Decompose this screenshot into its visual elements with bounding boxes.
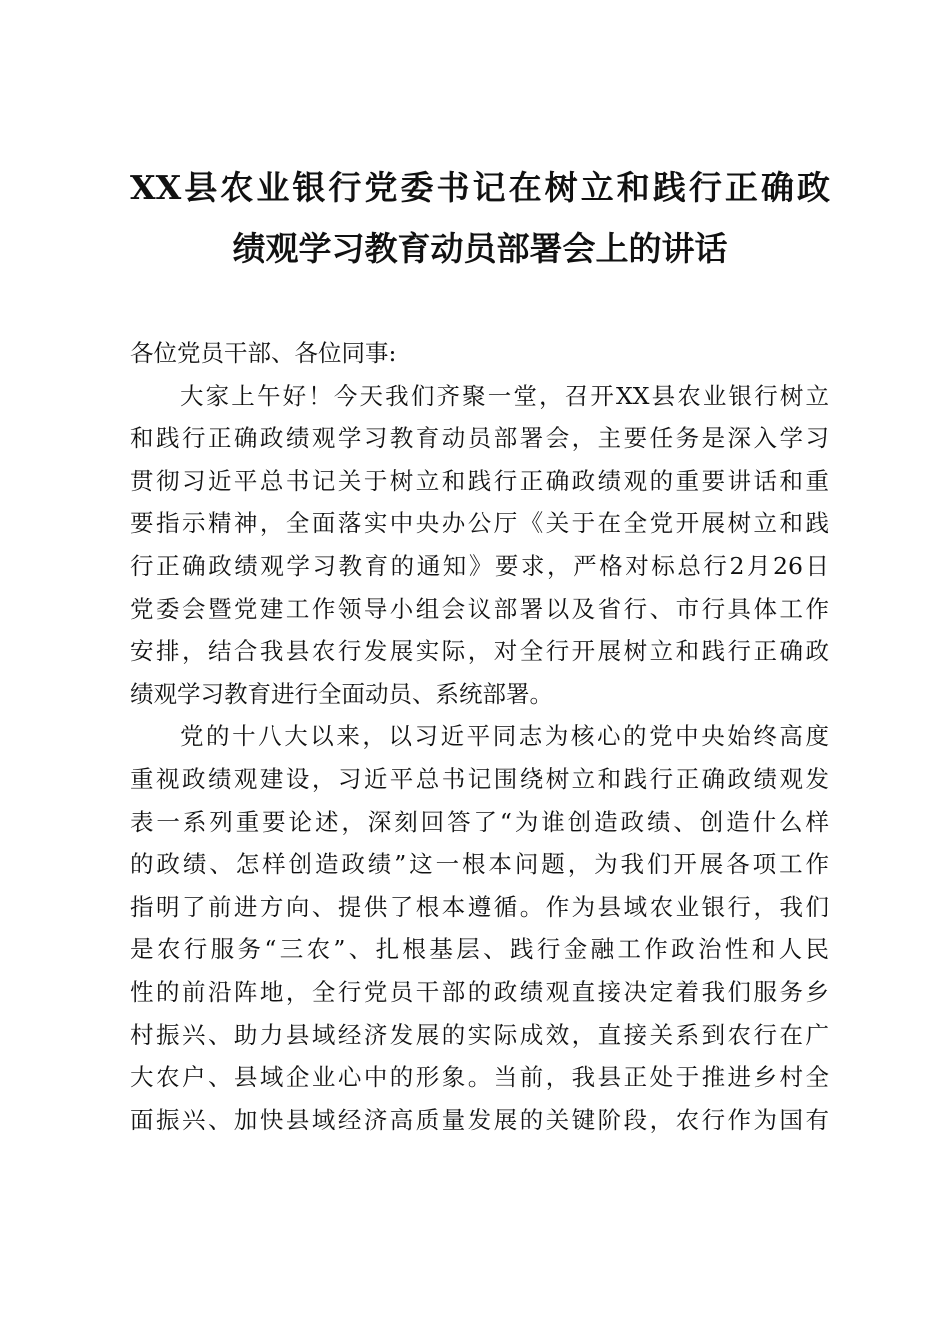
text-line: 大农户、县域企业心中的形象。当前，我县正处于推进乡村全 — [130, 1063, 829, 1092]
text-line: 党的十八大以来，以习近平同志为核心的党中央始终高度 — [180, 722, 829, 751]
title-line: XX县农业银行党委书记在树立和践行正确政 — [130, 168, 830, 207]
text-line: 大家上午好！今天我们齐聚一堂，召开XX县农业银行树立 — [180, 381, 829, 410]
text-line: 行正确政绩观学习教育的通知》要求，严格对标总行2月26日 — [130, 551, 829, 580]
text-line: 贯彻习近平总书记关于树立和践行正确政绩观的重要讲话和重 — [130, 466, 829, 495]
text-line: 村振兴、助力县域经济发展的实际成效，直接关系到农行在广 — [130, 1020, 829, 1049]
document-title — [130, 157, 830, 279]
paragraph — [130, 715, 829, 1141]
document-body — [130, 332, 829, 1141]
text-line: 指明了前进方向、提供了根本遵循。作为县域农业银行，我们 — [130, 892, 829, 921]
text-line: 表一系列重要论述，深刻回答了“为谁创造政绩、创造什么样 — [130, 807, 829, 836]
text-line: 是农行服务“三农”、扎根基层、践行金融工作政治性和人民 — [130, 935, 829, 964]
text-line: 安排，结合我县农行发展实际，对全行开展树立和践行正确政 — [130, 637, 829, 666]
salutation: 各位党员干部、各位同事: — [130, 339, 397, 367]
text-line: 性的前沿阵地，全行党员干部的政绩观直接决定着我们服务乡 — [130, 977, 829, 1006]
paragraph — [130, 375, 829, 716]
text-line: 绩观学习教育进行全面动员、系统部署。 — [130, 679, 553, 708]
text-line: 的政绩、怎样创造政绩”这一根本问题，为我们开展各项工作 — [130, 850, 829, 879]
text-line: 党委会暨党建工作领导小组会议部署以及省行、市行具体工作 — [130, 594, 829, 623]
text-line: 重视政绩观建设，习近平总书记围绕树立和践行正确政绩观发 — [130, 764, 829, 793]
text-line: 要指示精神，全面落实中央办公厅《关于在全党开展树立和践 — [130, 509, 829, 538]
title-line: 绩观学习教育动员部署会上的讲话 — [232, 229, 728, 268]
text-line: 面振兴、加快县域经济高质量发展的关键阶段，农行作为国有 — [130, 1105, 829, 1134]
text-line: 和践行正确政绩观学习教育动员部署会，主要任务是深入学习 — [130, 424, 829, 453]
